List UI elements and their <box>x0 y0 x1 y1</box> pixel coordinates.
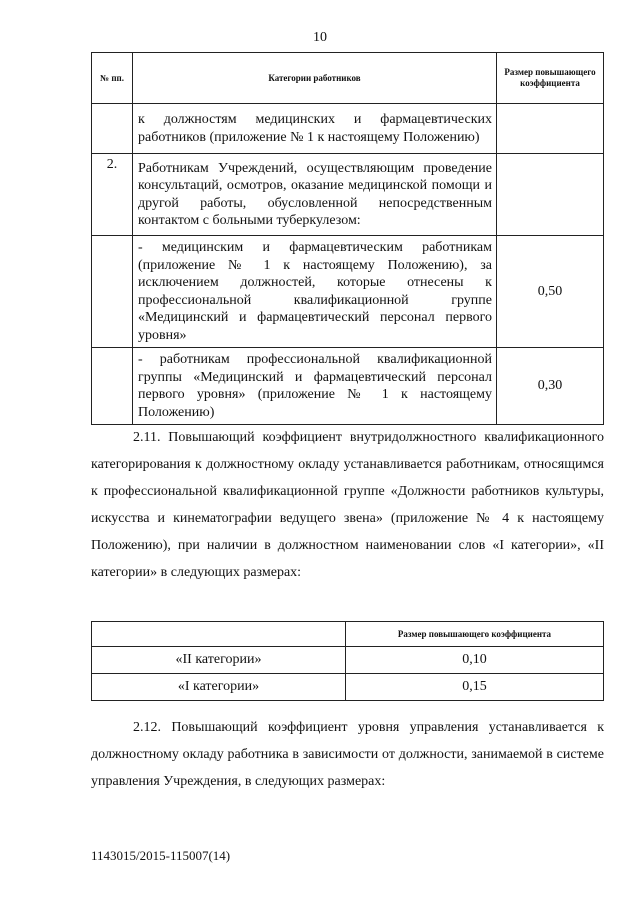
table-row <box>92 236 604 348</box>
header-left <box>92 622 346 647</box>
category-label: «I категории» <box>92 674 346 701</box>
header-category: Категории работников <box>133 53 497 104</box>
category-label: «II категории» <box>92 647 346 674</box>
row-value <box>497 104 604 154</box>
row-value <box>497 154 604 236</box>
table-header-row <box>92 53 604 104</box>
row-num <box>92 104 133 154</box>
category-value: 0,10 <box>346 647 604 674</box>
row-text: Работникам Учреждений, осуществляющим проведение консультаций, осмотров, оказание медицинской помощи и другой работы, обусловленной непосредственным контактом с больными туберкулезом: <box>133 154 497 236</box>
row-num: 2. <box>92 154 133 236</box>
coefficient-table <box>91 52 604 425</box>
row-value: 0,50 <box>497 236 604 348</box>
row-text: - работникам профессиональной квалификационной группы «Медицинский и фармацевтический персонал первого уровня» (приложение № 1 к настоящему Положению) <box>133 348 497 425</box>
row-num <box>92 348 133 425</box>
row-value: 0,30 <box>497 348 604 425</box>
row-text: - медицинским и фармацевтическим работникам (приложение № 1 к настоящему Положению), за исключением должностей, которые отнесены к профессиональной квалификационной группе «Медицинский и фармацевтический персонал первого уровня» <box>133 236 497 348</box>
row-text: к должностям медицинских и фармацевтических работников (приложение № 1 к настоящему Положению) <box>133 104 497 154</box>
table-row <box>92 348 604 425</box>
header-coefficient: Размер повышающего коэффициента <box>346 622 604 647</box>
paragraph-2-11 <box>91 424 604 586</box>
paragraph-2-11-text: 2.11. Повышающий коэффициент внутридолжностного квалификационного категорирования к должностному окладу устанавливается работникам, относящимся к профессиональной квалификационной группе «Должности работников культуры, искусства и кинематографии ведущего звена» (приложение № 4 к настоящему Положению), при наличии в должностном наименовании слов «I категории», «II категории» в следующих размерах: <box>91 430 604 580</box>
category-value: 0,15 <box>346 674 604 701</box>
page-number: 10 <box>313 30 327 45</box>
header-coefficient: Размер повышающего коэффициента <box>497 53 604 104</box>
table-header-row <box>92 622 604 647</box>
paragraph-2-12 <box>91 714 604 795</box>
table-row <box>92 154 604 236</box>
header-num: № пп. <box>92 53 133 104</box>
table-row <box>92 647 604 674</box>
row-num <box>92 236 133 348</box>
paragraph-2-12-text: 2.12. Повышающий коэффициент уровня управления устанавливается к должностному окладу работника в зависимости от должности, занимаемой в системе управления Учреждения, в следующих размерах: <box>91 720 604 789</box>
table-row <box>92 104 604 154</box>
document-footer-code: 1143015/2015-115007(14) <box>91 848 231 863</box>
category-coefficient-table <box>91 621 604 701</box>
table-row <box>92 674 604 701</box>
